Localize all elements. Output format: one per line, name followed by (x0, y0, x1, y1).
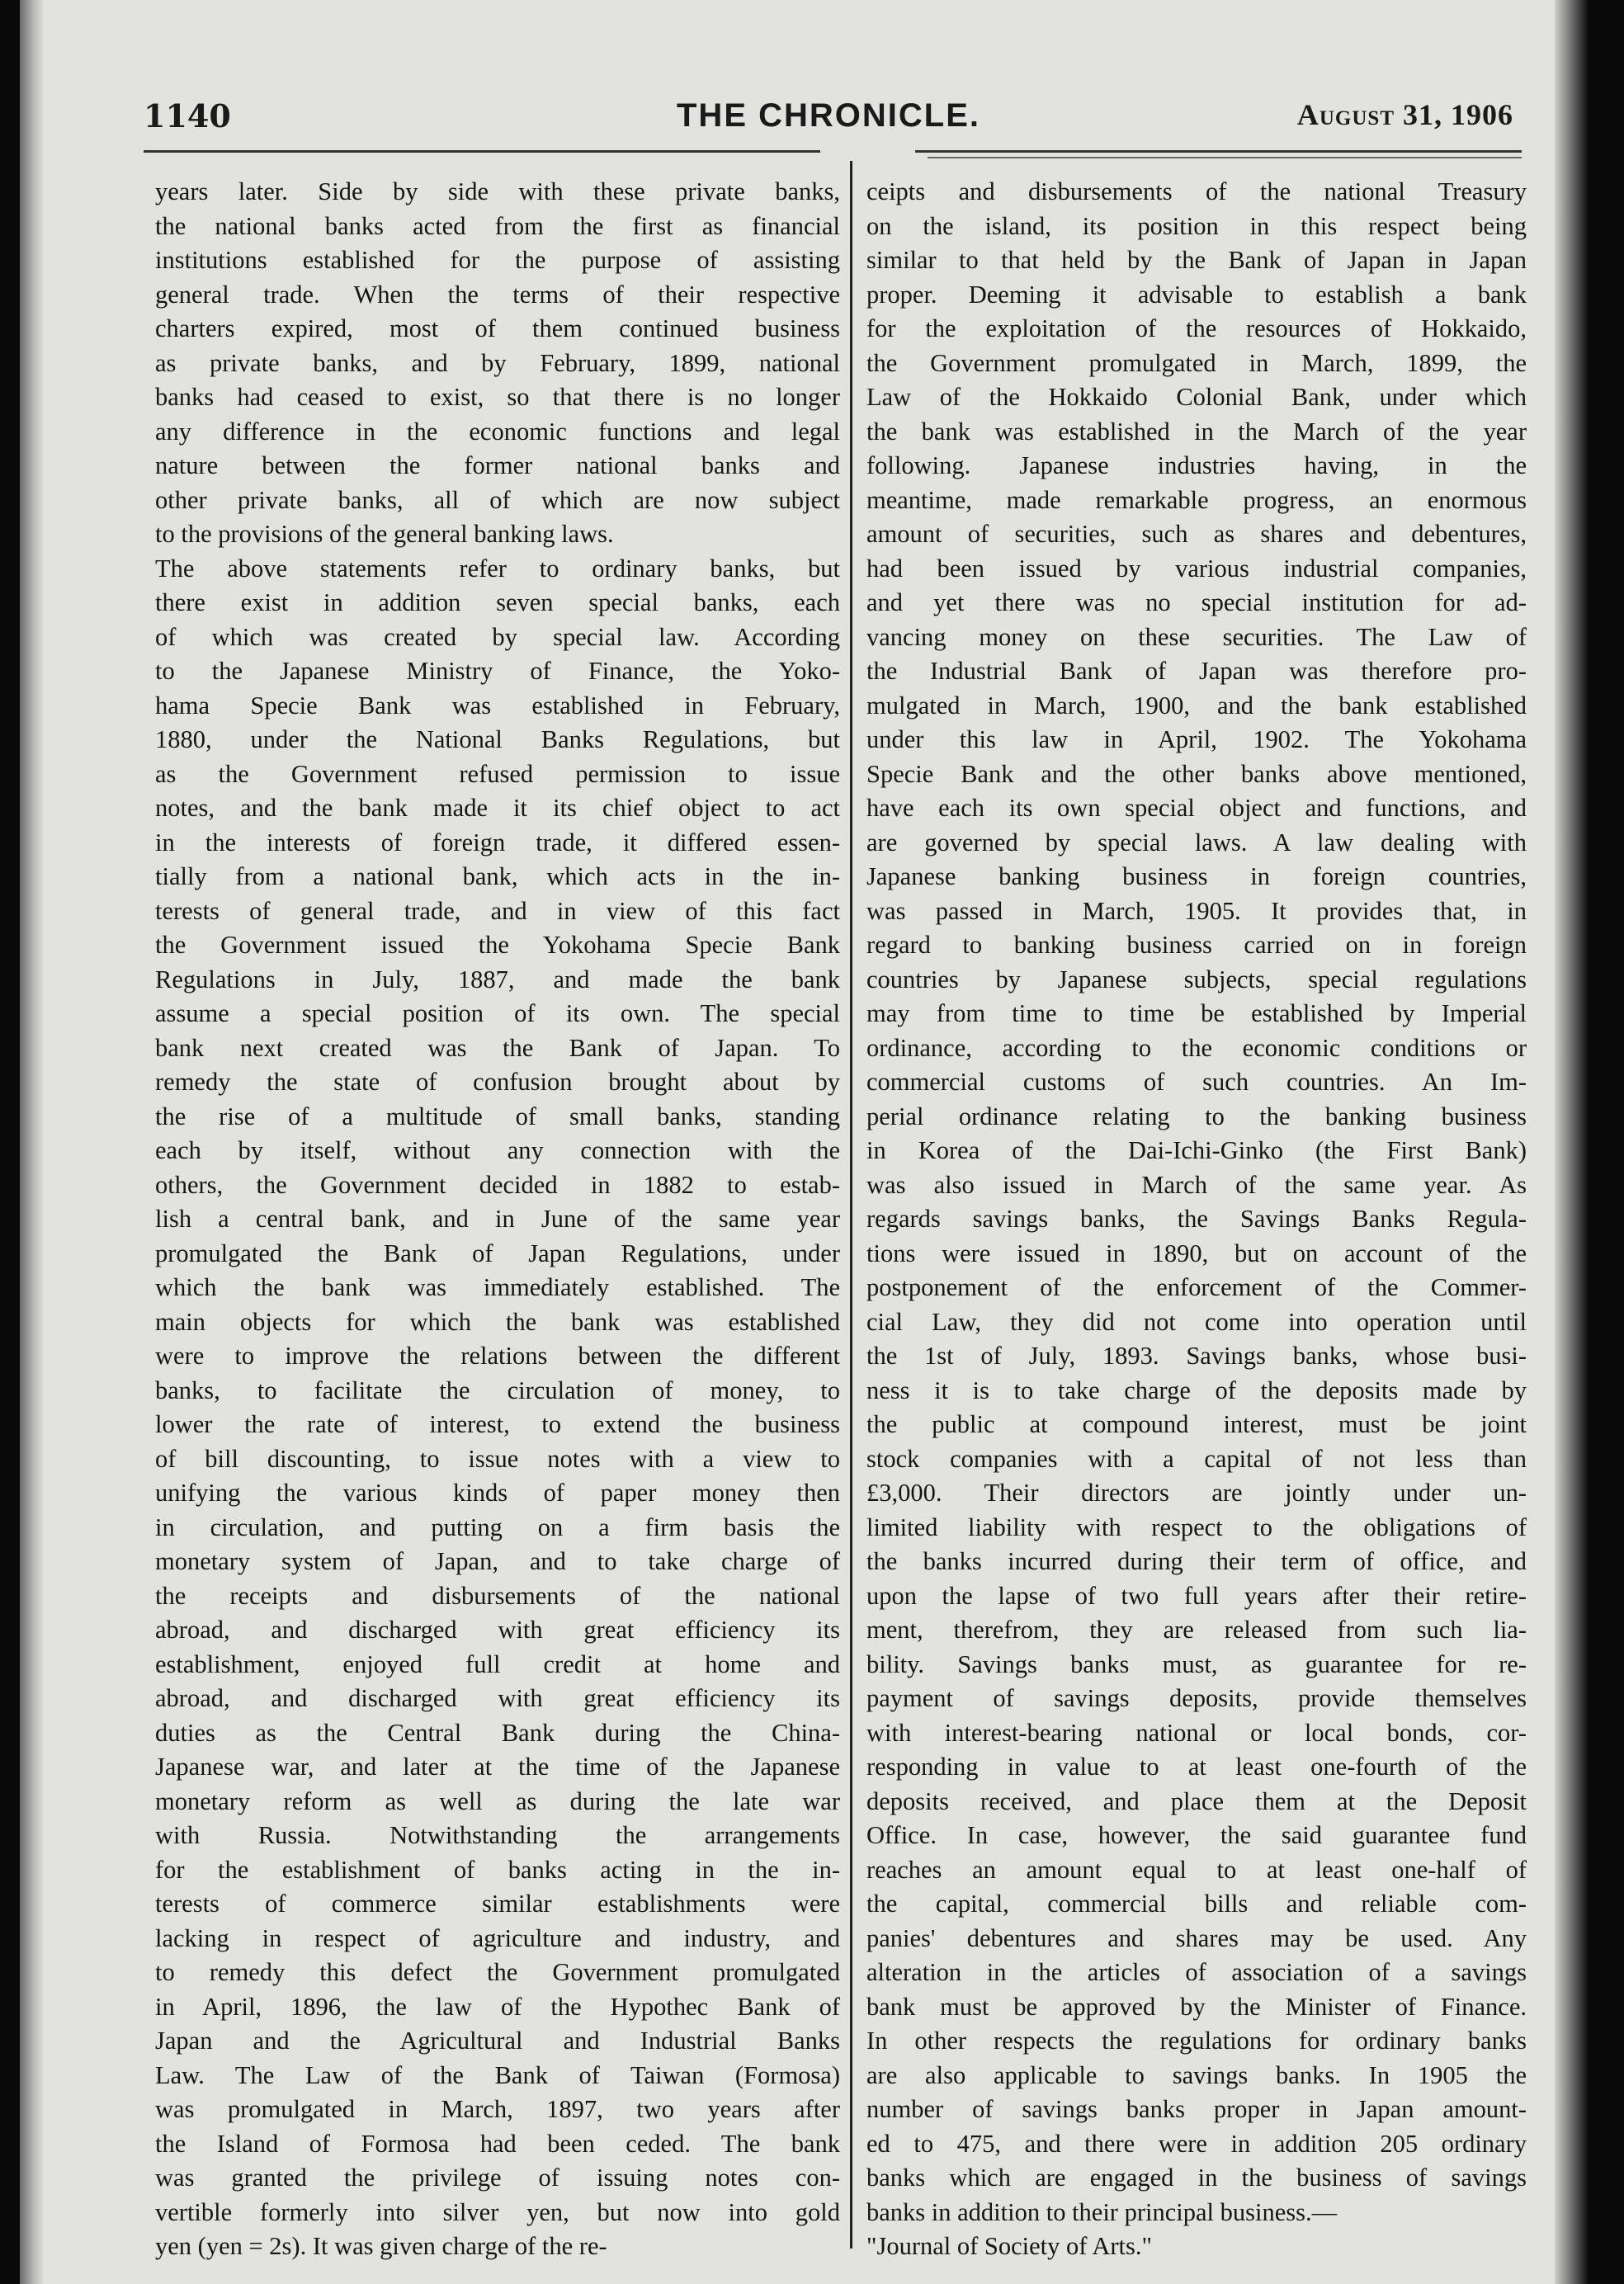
text-line: was also issued in March of the same year. As (866, 1170, 1527, 1199)
text-line: abroad, and discharged with great efficiency its (155, 1684, 840, 1712)
text-line: ment, therefrom, they are released from such lia- (866, 1616, 1527, 1644)
text-line: as private banks, and by February, 1899, national (155, 348, 840, 377)
text-line: ness it is to take charge of the deposits made by (866, 1376, 1527, 1404)
text-line: other private banks, all of which are now subject (155, 485, 840, 514)
text-line: ceipts and disbursements of the national Treasury (866, 177, 1527, 205)
text-line: alteration in the articles of association of a savings (866, 1958, 1527, 1986)
text-line: were to improve the relations between the different (155, 1342, 840, 1370)
text-line: the capital, commercial bills and reliable com- (866, 1890, 1527, 1918)
text-line: postponement of the enforcement of the Commer- (866, 1273, 1527, 1301)
text-line: regard to banking business carried on in foreign (866, 931, 1527, 959)
masthead-title: THE CHRONICLE. (677, 97, 980, 134)
text-line: The above statements refer to ordinary banks, but (155, 554, 840, 583)
text-line: may from time to time be established by Imperial (866, 999, 1527, 1027)
text-line: monetary reform as well as during the late war (155, 1786, 840, 1815)
text-line: duties as the Central Bank during the China- (155, 1718, 840, 1747)
text-line: have each its own special object and functions, and (866, 794, 1527, 822)
text-line: terests of general trade, and in view of this fact (155, 896, 840, 925)
text-line: Law. The Law of the Bank of Taiwan (Formosa) (155, 2060, 840, 2089)
text-line: nature between the former national banks and (155, 451, 840, 479)
text-line: abroad, and discharged with great efficiency its (155, 1616, 840, 1644)
text-line: others, the Government decided in 1882 to estab- (155, 1170, 840, 1199)
text-line: the Government promulgated in March, 1899, the (866, 348, 1527, 377)
text-line: "Journal of Society of Arts." (866, 2232, 1152, 2260)
text-line: remedy the state of confusion brought about by (155, 1068, 840, 1096)
column-divider (850, 161, 852, 2249)
text-line: of which was created by special law. According (155, 622, 840, 651)
text-line: lacking in respect of agriculture and industry, and (155, 1923, 840, 1952)
text-line: had been issued by various industrial companies, (866, 554, 1527, 583)
text-line: the public at compound interest, must be joint (866, 1410, 1527, 1438)
text-line: charters expired, most of them continued business (155, 314, 840, 342)
right-column-text (866, 175, 1527, 2264)
text-line: upon the lapse of two full years after their retire- (866, 1581, 1527, 1610)
text-line: meantime, made remarkable progress, an enormous (866, 485, 1527, 514)
text-line: which the bank was immediately established. The (155, 1273, 840, 1301)
text-line: with Russia. Notwithstanding the arrangements (155, 1821, 840, 1849)
text-line: Japanese banking business in foreign countries, (866, 862, 1527, 890)
text-line: main objects for which the bank was established (155, 1307, 840, 1336)
text-line: the rise of a multitude of small banks, standing (155, 1102, 840, 1130)
text-line: cial Law, they did not come into operation until (866, 1307, 1527, 1336)
text-line: the Government issued the Yokohama Specie Bank (155, 931, 840, 959)
text-line: mulgated in March, 1900, and the bank established (866, 691, 1527, 720)
text-line: was passed in March, 1905. It provides that, in (866, 896, 1527, 925)
page-header (144, 97, 1513, 147)
text-line: Law of the Hokkaido Colonial Bank, under which (866, 383, 1527, 411)
text-line: there exist in addition seven special banks, each (155, 588, 840, 616)
text-line: stock companies with a capital of not less than (866, 1444, 1527, 1473)
text-line: yen (yen = 2s). It was given charge of the re- (155, 2232, 607, 2260)
text-line: in April, 1896, the law of the Hypothec Bank of (155, 1992, 840, 2021)
text-line: responding in value to at least one-fourth of the (866, 1753, 1527, 1781)
text-line: establishment, enjoyed full credit at home and (155, 1649, 840, 1678)
text-line: countries by Japanese subjects, special regulations (866, 965, 1527, 993)
text-line: lower the rate of interest, to extend the business (155, 1410, 840, 1438)
text-line: the Industrial Bank of Japan was therefore pro- (866, 657, 1527, 685)
text-line: £3,000. Their directors are jointly under un- (866, 1479, 1527, 1507)
text-line: bank next created was the Bank of Japan. To (155, 1033, 840, 1062)
text-line: to the Japanese Ministry of Finance, the Yoko- (155, 657, 840, 685)
text-line: are governed by special laws. A law dealing with (866, 828, 1527, 856)
text-line: bility. Savings banks must, as guarantee for re- (866, 1649, 1527, 1678)
text-line: with interest-bearing national or local bonds, cor- (866, 1718, 1527, 1747)
text-line: amount of securities, such as shares and debentures, (866, 520, 1527, 548)
text-line: as the Government refused permission to issue (155, 759, 840, 788)
text-line: the national banks acted from the first as financial (155, 211, 840, 240)
text-line: panies' debentures and shares may be used. Any (866, 1923, 1527, 1952)
text-line: any difference in the economic functions and legal (155, 417, 840, 446)
text-line: was promulgated in March, 1897, two years after (155, 2095, 840, 2123)
text-line: Japan and the Agricultural and Industrial Banks (155, 2027, 840, 2055)
text-line: in the interests of foreign trade, it differed essen- (155, 828, 840, 856)
text-line: number of savings banks proper in Japan amount- (866, 2095, 1527, 2123)
page-binding-shadow (20, 0, 43, 2284)
text-line: 1880, under the National Banks Regulations, but (155, 725, 840, 753)
text-line: vertible formerly into silver yen, but now into gold (155, 2197, 840, 2226)
text-line: similar to that held by the Bank of Japan in Japan (866, 246, 1527, 274)
text-line: Specie Bank and the other banks above mentioned, (866, 759, 1527, 788)
text-line: terests of commerce similar establishments were (155, 1890, 840, 1918)
text-line: of bill discounting, to issue notes with a view to (155, 1444, 840, 1473)
text-line: the Island of Formosa had been ceded. The bank (155, 2129, 840, 2158)
text-line: banks in addition to their principal business.— (866, 2197, 1338, 2226)
page-number: 1140 (144, 97, 231, 134)
text-line: the bank was established in the March of the year (866, 417, 1527, 446)
text-line: notes, and the bank made it its chief object to act (155, 794, 840, 822)
text-line: perial ordinance relating to the banking business (866, 1102, 1527, 1130)
text-line: monetary system of Japan, and to take charge of (155, 1547, 840, 1575)
text-line: payment of savings deposits, provide themselves (866, 1684, 1527, 1712)
text-line: bank must be approved by the Minister of Finance. (866, 1992, 1527, 2021)
text-line: each by itself, without any connection with the (155, 1136, 840, 1164)
text-line: tions were issued in 1890, but on account of the (866, 1239, 1527, 1267)
text-line: banks had ceased to exist, so that there is no longer (155, 383, 840, 411)
text-line: are also applicable to savings banks. In 1905 the (866, 2060, 1527, 2089)
text-line: banks which are engaged in the business of savings (866, 2164, 1527, 2192)
text-line: in Korea of the Dai-Ichi-Ginko (the First Bank) (866, 1136, 1527, 1164)
text-line: unifying the various kinds of paper money then (155, 1479, 840, 1507)
left-column-text (155, 175, 840, 2264)
header-rule-left (144, 150, 820, 153)
newspaper-page (20, 0, 1588, 2284)
text-line: promulgated the Bank of Japan Regulations, under (155, 1239, 840, 1267)
header-rule-right (915, 150, 1522, 153)
text-line: years later. Side by side with these private banks, (155, 177, 840, 205)
text-line: on the island, its position in this respect being (866, 211, 1527, 240)
text-line: under this law in April, 1902. The Yokohama (866, 725, 1527, 753)
text-line: the receipts and disbursements of the national (155, 1581, 840, 1610)
text-line: limited liability with respect to the obligations of (866, 1512, 1527, 1541)
text-line: Japanese war, and later at the time of the Japanese (155, 1753, 840, 1781)
text-line: hama Specie Bank was established in February, (155, 691, 840, 720)
text-line: and yet there was no special institution for ad- (866, 588, 1527, 616)
text-line: In other respects the regulations for ordinary banks (866, 2027, 1527, 2055)
text-line: banks, to facilitate the circulation of money, to (155, 1376, 840, 1404)
text-line: proper. Deeming it advisable to establish a bank (866, 280, 1527, 309)
page-edge-shadow (1555, 0, 1588, 2284)
header-rule-underline (928, 157, 1522, 158)
text-line: was granted the privilege of issuing notes con- (155, 2164, 840, 2192)
text-line: institutions established for the purpose of assisting (155, 246, 840, 274)
text-line: reaches an amount equal to at least one-half of (866, 1855, 1527, 1884)
text-line: the 1st of July, 1893. Savings banks, whose busi- (866, 1342, 1527, 1370)
text-line: deposits received, and place them at the Deposit (866, 1786, 1527, 1815)
text-line: to remedy this defect the Government promulgated (155, 1958, 840, 1986)
text-line: lish a central bank, and in June of the same year (155, 1205, 840, 1233)
text-line: assume a special position of its own. The special (155, 999, 840, 1027)
text-line: general trade. When the terms of their respective (155, 280, 840, 309)
text-line: ordinance, according to the economic conditions or (866, 1033, 1527, 1062)
issue-date: August 31, 1906 (1296, 98, 1513, 131)
text-line: vancing money on these securities. The Law of (866, 622, 1527, 651)
text-line: in circulation, and putting on a firm basis the (155, 1512, 840, 1541)
text-line: the banks incurred during their term of office, and (866, 1547, 1527, 1575)
text-line: Office. In case, however, the said guarantee fund (866, 1821, 1527, 1849)
text-line: commercial customs of such countries. An Im- (866, 1068, 1527, 1096)
text-line: for the exploitation of the resources of Hokkaido, (866, 314, 1527, 342)
text-line: to the provisions of the general banking laws. (155, 520, 614, 548)
text-line: following. Japanese industries having, in the (866, 451, 1527, 479)
text-line: for the establishment of banks acting in the in- (155, 1855, 840, 1884)
text-line: tially from a national bank, which acts in the in- (155, 862, 840, 890)
text-line: regards savings banks, the Savings Banks Regula- (866, 1205, 1527, 1233)
text-line: Regulations in July, 1887, and made the bank (155, 965, 840, 993)
text-line: ed to 475, and there were in addition 205 ordinary (866, 2129, 1527, 2158)
